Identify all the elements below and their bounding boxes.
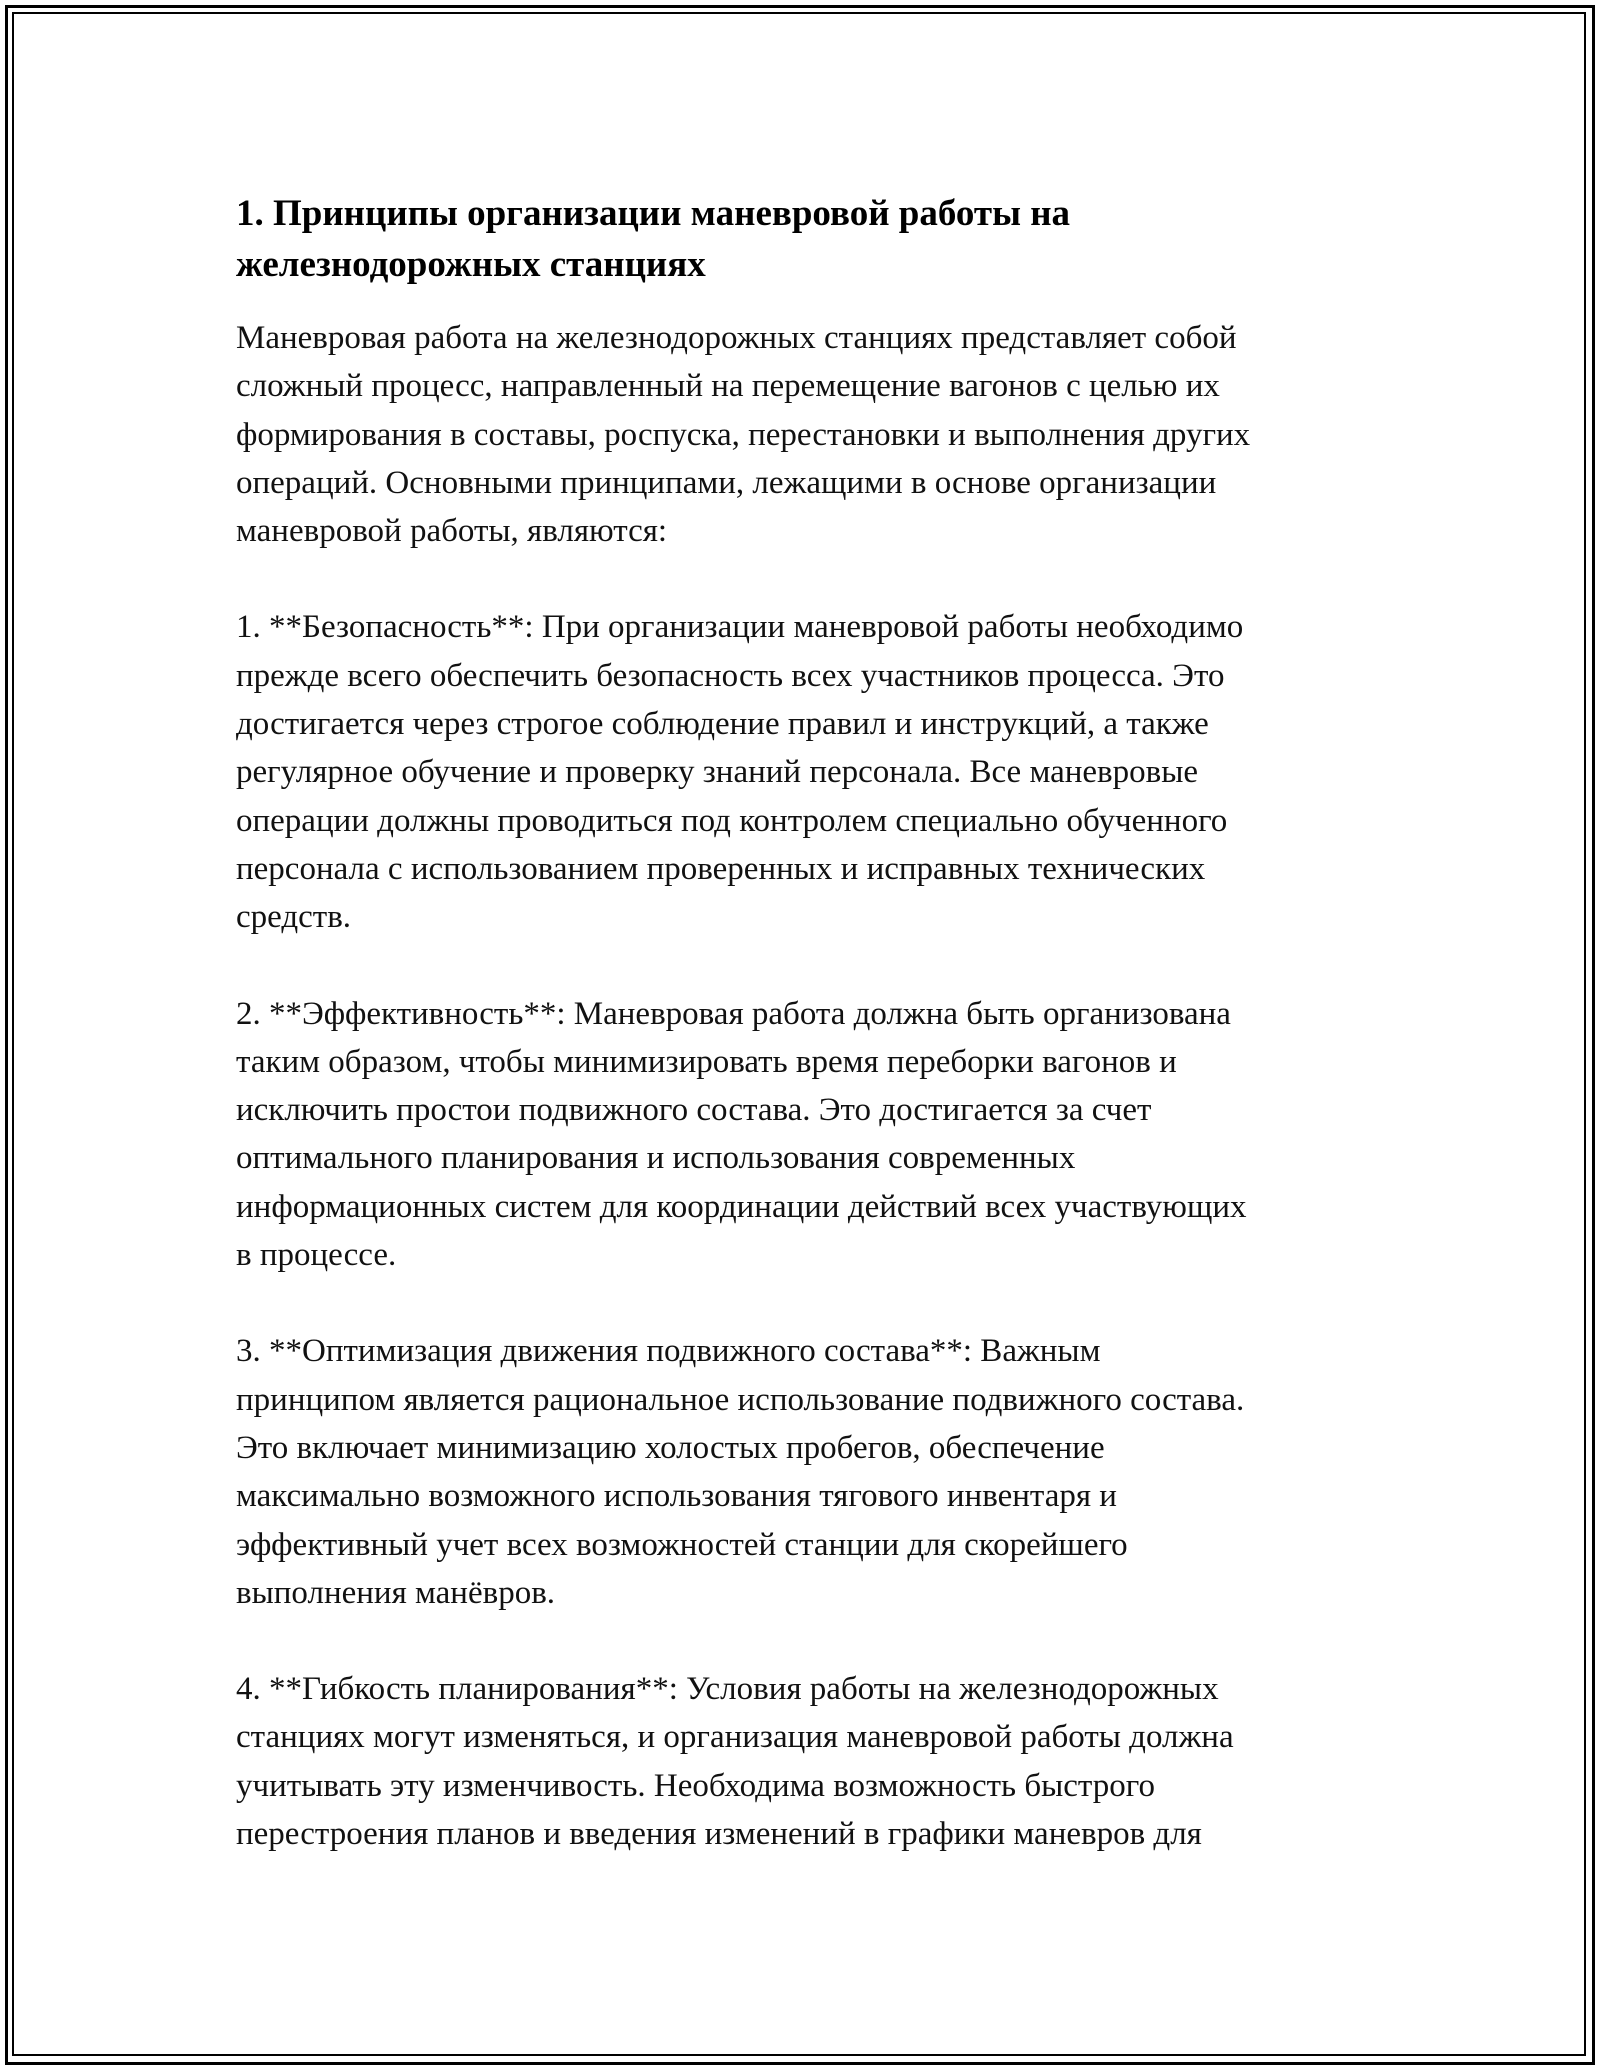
principle-efficiency-paragraph: [236, 990, 1376, 1280]
text-line: станциях могут изменяться, и организация маневровой работы должна: [236, 1719, 1234, 1756]
text-line: оптимального планирования и использования современных: [236, 1140, 1076, 1177]
text-line: 4. **Гибкость планирования**: Условия работы на железнодорожных: [236, 1671, 1219, 1708]
document-body: [236, 188, 1376, 1906]
text-line: исключить простои подвижного состава. Это достигается за счет: [236, 1092, 1152, 1129]
text-line: Маневровая работа на железнодорожных станциях представляет собой: [236, 320, 1237, 356]
principle-optimization-paragraph: [236, 1327, 1376, 1617]
text-line: максимально возможного использования тягового инвентаря и: [236, 1478, 1117, 1515]
text-line: информационных систем для координации действий всех участвующих: [236, 1188, 1247, 1225]
text-line: Это включает минимизацию холостых пробегов, обеспечение: [236, 1429, 1105, 1466]
text-line: средств.: [236, 899, 352, 936]
text-line: операции должны проводиться под контролем специально обученного: [236, 802, 1228, 839]
text-line: 3. **Оптимизация движения подвижного состава**: Важным: [236, 1333, 1101, 1370]
heading-line: железнодорожных станциях: [236, 244, 706, 285]
text-line: в процессе.: [236, 1237, 397, 1274]
text-line: формирования в составы, роспуска, перестановки и выполнения других: [236, 416, 1251, 453]
text-line: учитывать эту изменчивость. Необходима возможность быстрого: [236, 1767, 1155, 1804]
text-line: прежде всего обеспечить безопасность всех участников процесса. Это: [236, 657, 1225, 694]
text-line: принципом является рациональное использование подвижного состава.: [236, 1381, 1245, 1418]
text-line: перестроения планов и введения изменений в графики маневров для: [236, 1816, 1202, 1853]
text-line: выполнения манёвров.: [236, 1574, 556, 1611]
text-line: персонала с использованием проверенных и исправных технических: [236, 850, 1206, 887]
text-line: достигается через строгое соблюдение правил и инструкций, а также: [236, 706, 1209, 743]
text-line: маневровой работы, являются:: [236, 513, 668, 550]
heading-line: 1. Принципы организации маневровой работы на: [236, 193, 1071, 234]
intro-paragraph: [236, 314, 1376, 555]
text-line: таким образом, чтобы минимизировать время переборки вагонов и: [236, 1043, 1177, 1080]
text-line: операций. Основными принципами, лежащими в основе организации: [236, 464, 1217, 501]
text-line: сложный процесс, направленный на перемещение вагонов с целью их: [236, 368, 1220, 405]
principle-flexibility-paragraph: [236, 1665, 1376, 1858]
section-heading: [236, 188, 1376, 290]
text-line: 1. **Безопасность**: При организации маневровой работы необходимо: [236, 609, 1244, 646]
text-line: эффективный учет всех возможностей станции для скорейшего: [236, 1526, 1128, 1563]
text-line: 2. **Эффективность**: Маневровая работа должна быть организована: [236, 995, 1231, 1032]
text-line: регулярное обучение и проверку знаний персонала. Все маневровые: [236, 754, 1199, 791]
principle-safety-paragraph: [236, 603, 1376, 941]
